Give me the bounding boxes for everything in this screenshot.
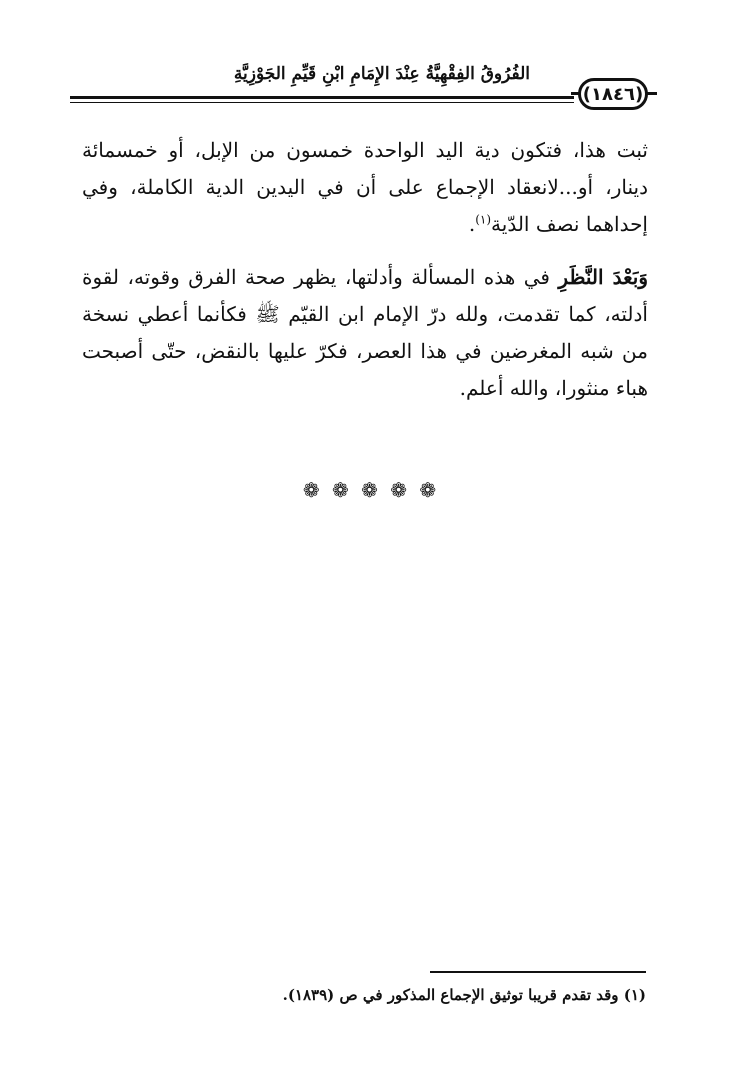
running-title: الفُرُوقُ الفِقْهِيَّةُ عِنْدَ الإِمَامِ ابْنِ قَيِّمِ الجَوْزِيَّةِ bbox=[233, 64, 530, 84]
paragraph-2-lead: وَبَعْدَ النَّظَرِ bbox=[558, 265, 648, 289]
flower-ornament-icon: ❁ bbox=[361, 478, 380, 502]
header-rule bbox=[70, 96, 574, 99]
paragraph-2-text: في هذه المسألة وأدلتها، يظهر صحة الفرق وقوته، لقوة أدلته، كما تقدمت، ولله درّ الإمام ابن القيّم ﷺ فكأنما أعطي نسخة من شبه المغرضين في هذا العصر، فكرّ عليها بالنقض، حتّى أصبحت هباء منثورا، والله أعلم. bbox=[82, 265, 648, 400]
paragraph-1-end: . bbox=[468, 212, 476, 236]
paragraph-1 bbox=[82, 132, 648, 243]
paragraph-1-text: ثبت هذا، فتكون دية اليد الواحدة خمسون من الإبل، أو خمسمائة دينار، أو...لانعقاد الإجماع على أن في اليدين الدية الكاملة، وفي إحداهما نصف الدّية bbox=[82, 138, 648, 236]
flower-ornament-icon: ❁ bbox=[390, 478, 409, 502]
page-number: (١٨٤٦) bbox=[578, 78, 648, 110]
footnote-separator bbox=[430, 971, 646, 973]
section-divider-ornaments bbox=[0, 478, 741, 502]
flower-ornament-icon: ❁ bbox=[419, 478, 439, 502]
footnote-reference[interactable]: (١) bbox=[475, 212, 492, 227]
header-rule-thin bbox=[70, 102, 574, 103]
flower-ornament-icon: ❁ bbox=[331, 478, 351, 502]
paragraph-2 bbox=[82, 259, 648, 407]
main-text bbox=[82, 132, 648, 407]
page-header bbox=[70, 58, 648, 118]
footnote: (١) وقد تقدم قريبا توثيق الإجماع المذكور في ص (١٨٣٩). bbox=[282, 986, 646, 1004]
flower-ornament-icon: ❁ bbox=[302, 478, 322, 502]
